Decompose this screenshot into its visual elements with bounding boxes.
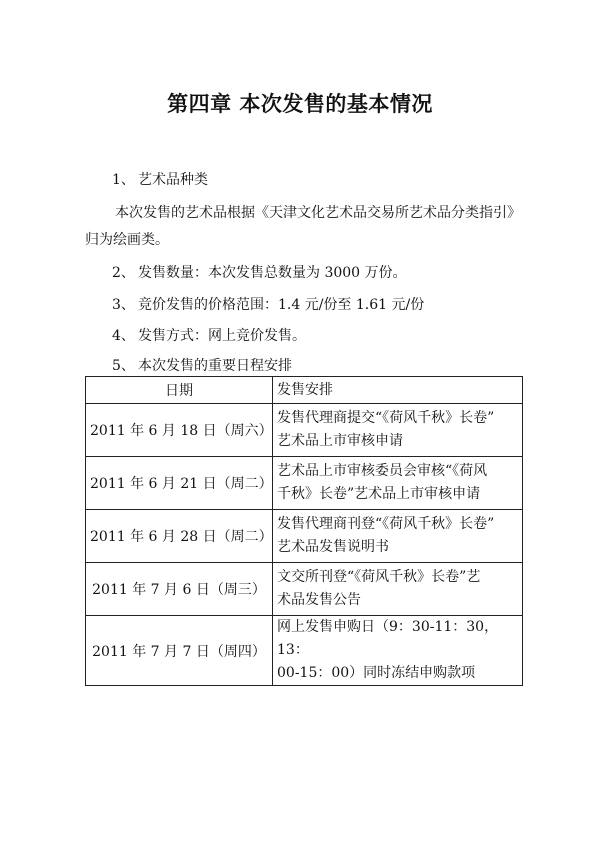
plan-line: 千秋》长卷”艺术品上市审核申请 [277,486,481,502]
table-row [86,616,523,686]
table-row [86,510,523,563]
plan-line: 00-15：00）同时冻结申购款项 [277,665,476,681]
date-cell: 2011 年 7 月 7 日（周四） [86,616,273,686]
plan-cell [273,510,523,563]
section-number: 2、 [112,265,135,281]
section-5 [112,355,292,377]
section-text: 发售数量：本次发售总数量为 3000 万份。 [138,265,407,281]
column-header-date: 日期 [86,377,273,404]
plan-cell [273,563,523,616]
column-header-plan: 发售安排 [273,377,523,404]
section-3 [112,294,424,316]
chapter-title: 第四章 本次发售的基本情况 [167,92,433,116]
plan-line: 术品发售公告 [277,592,361,608]
plan-line: 艺术品发售说明书 [277,539,389,555]
date-cell: 2011 年 6 月 28 日（周二） [86,510,273,563]
plan-cell [273,457,523,510]
section-text: 竞价发售的价格范围：1.4 元/份至 1.61 元/份 [138,297,425,313]
table-header-row [86,377,523,404]
plan-line: 发售代理商提交“《荷风千秋》长卷” [277,410,495,426]
paragraph-line: 归为绘画类。 [85,232,169,248]
table-row [86,457,523,510]
table-row [86,404,523,457]
section-1 [112,169,208,191]
section-number: 4、 [112,328,135,344]
section-text: 本次发售的重要日程安排 [138,358,292,374]
plan-line: 文交所刊登“《荷风千秋》长卷”艺 [277,569,481,585]
table-row [86,563,523,616]
plan-cell [273,404,523,457]
section-number: 5、 [112,358,135,374]
section-2 [112,262,407,284]
plan-line: 艺术品上市审核委员会审核“《荷风 [277,463,488,479]
date-cell: 2011 年 6 月 21 日（周二） [86,457,273,510]
date-cell: 2011 年 6 月 18 日（周六） [86,404,273,457]
plan-line: 发售代理商刊登“《荷风千秋》长卷” [277,516,495,532]
date-cell: 2011 年 7 月 6 日（周三） [86,563,273,616]
plan-line: 艺术品上市审核申请 [277,433,403,449]
section-text: 发售方式：网上竞价发售。 [138,328,306,344]
section-text: 艺术品种类 [138,172,208,188]
section-number: 1、 [112,172,135,188]
plan-cell [273,616,523,686]
paragraph-line: 本次发售的艺术品根据《天津文化艺术品交易所艺术品分类指引》 [115,205,521,221]
section-4 [112,325,306,347]
plan-line: 网上发售申购日（9：30-11：30，13： [277,619,499,658]
schedule-table [85,376,523,686]
section-number: 3、 [112,297,135,313]
